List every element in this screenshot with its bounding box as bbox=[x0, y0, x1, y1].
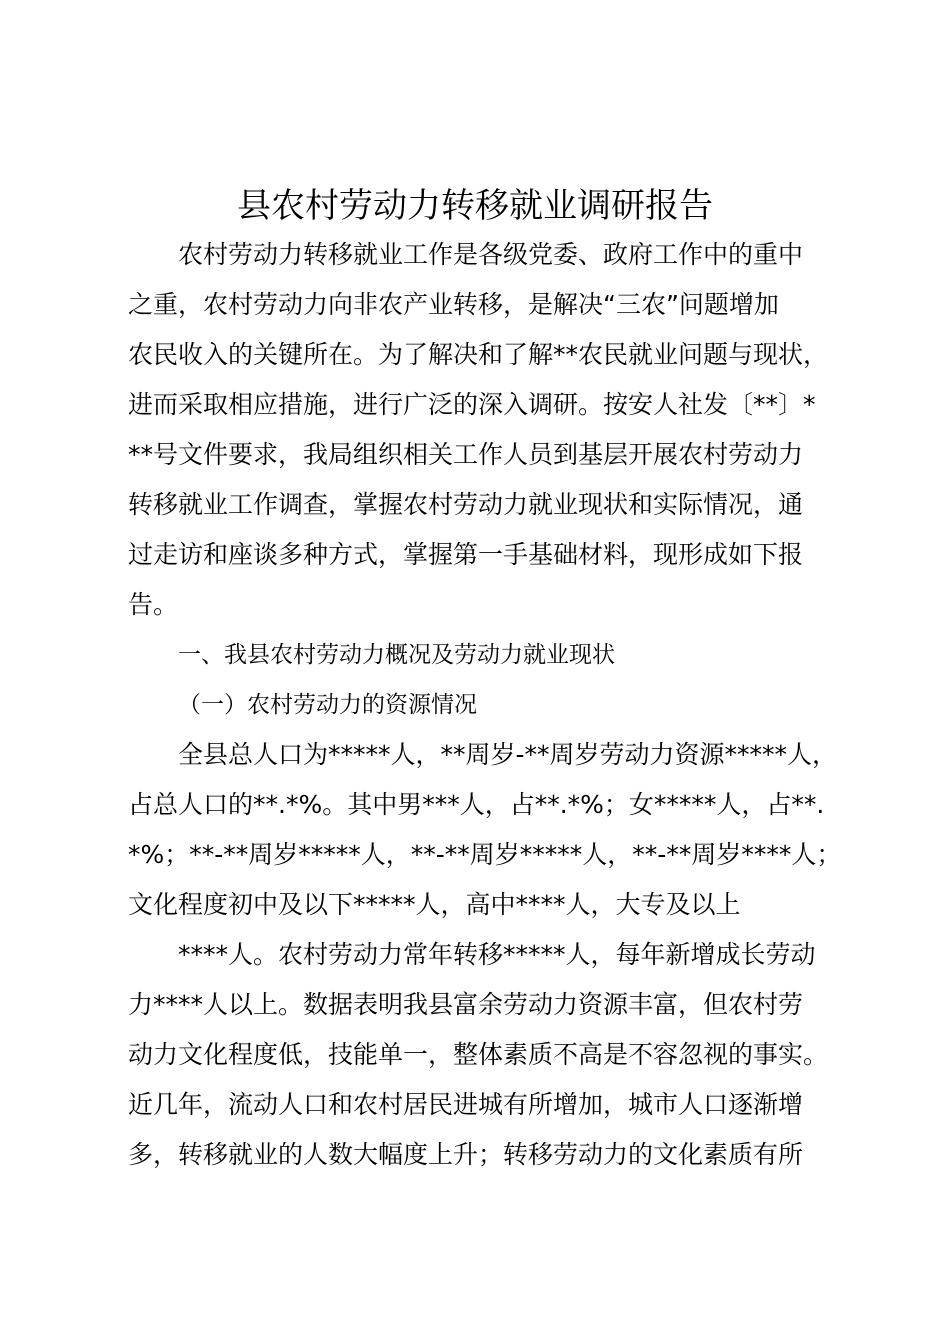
paragraph-line: 转移就业工作调查，掌握农村劳动力就业现状和实际情况，通 bbox=[128, 490, 804, 519]
paragraph-line: 力****人以上。数据表明我县富余劳动力资源丰富，但农村劳 bbox=[128, 990, 804, 1019]
paragraph-line: 之重，农村劳动力向非农产业转移，是解决“三农”问题增加 bbox=[128, 290, 779, 319]
paragraph-line: 占总人口的**.*%。其中男***人，占**.*%；女*****人，占**. bbox=[128, 790, 825, 819]
paragraph-line: 农民收入的关键所在。为了解决和了解**农民就业问题与现状， bbox=[128, 340, 829, 369]
paragraph-line: 进而采取相应措施，进行广泛的深入调研。按安人社发〔**〕* bbox=[128, 390, 816, 419]
paragraph-line: 告。 bbox=[128, 590, 179, 619]
paragraph-line: 多，转移就业的人数大幅度上升；转移劳动力的文化素质有所 bbox=[128, 1140, 804, 1169]
paragraph-line: *%；**-**周岁*****人，**-**周岁*****人，**-**周岁****人； bbox=[128, 840, 842, 869]
paragraph-line: 农村劳动力转移就业工作是各级党委、政府工作中的重中 bbox=[178, 240, 804, 269]
paragraph-line: 过走访和座谈多种方式，掌握第一手基础材料，现形成如下报 bbox=[128, 540, 804, 569]
paragraph-line: 近几年，流动人口和农村居民进城有所增加，城市人口逐渐增 bbox=[128, 1090, 804, 1119]
paragraph-line: 文化程度初中及以下*****人，高中****人，大专及以上 bbox=[128, 890, 741, 919]
paragraph-line: **号文件要求，我局组织相关工作人员到基层开展农村劳动力 bbox=[128, 440, 804, 469]
paragraph-line: 动力文化程度低，技能单一，整体素质不高是不容忽视的事实。 bbox=[128, 1040, 829, 1069]
section-heading: 一、我县农村劳动力概况及劳动力就业现状 bbox=[178, 642, 615, 668]
document-title: 县农村劳动力转移就业调研报告 bbox=[237, 186, 713, 226]
subsection-heading: （一）农村劳动力的资源情况 bbox=[178, 692, 477, 718]
paragraph-line: ****人。农村劳动力常年转移*****人，每年新增成长劳动 bbox=[178, 940, 816, 969]
paragraph-line: 全县总人口为*****人，**周岁-**周岁劳动力资源*****人， bbox=[178, 740, 838, 769]
